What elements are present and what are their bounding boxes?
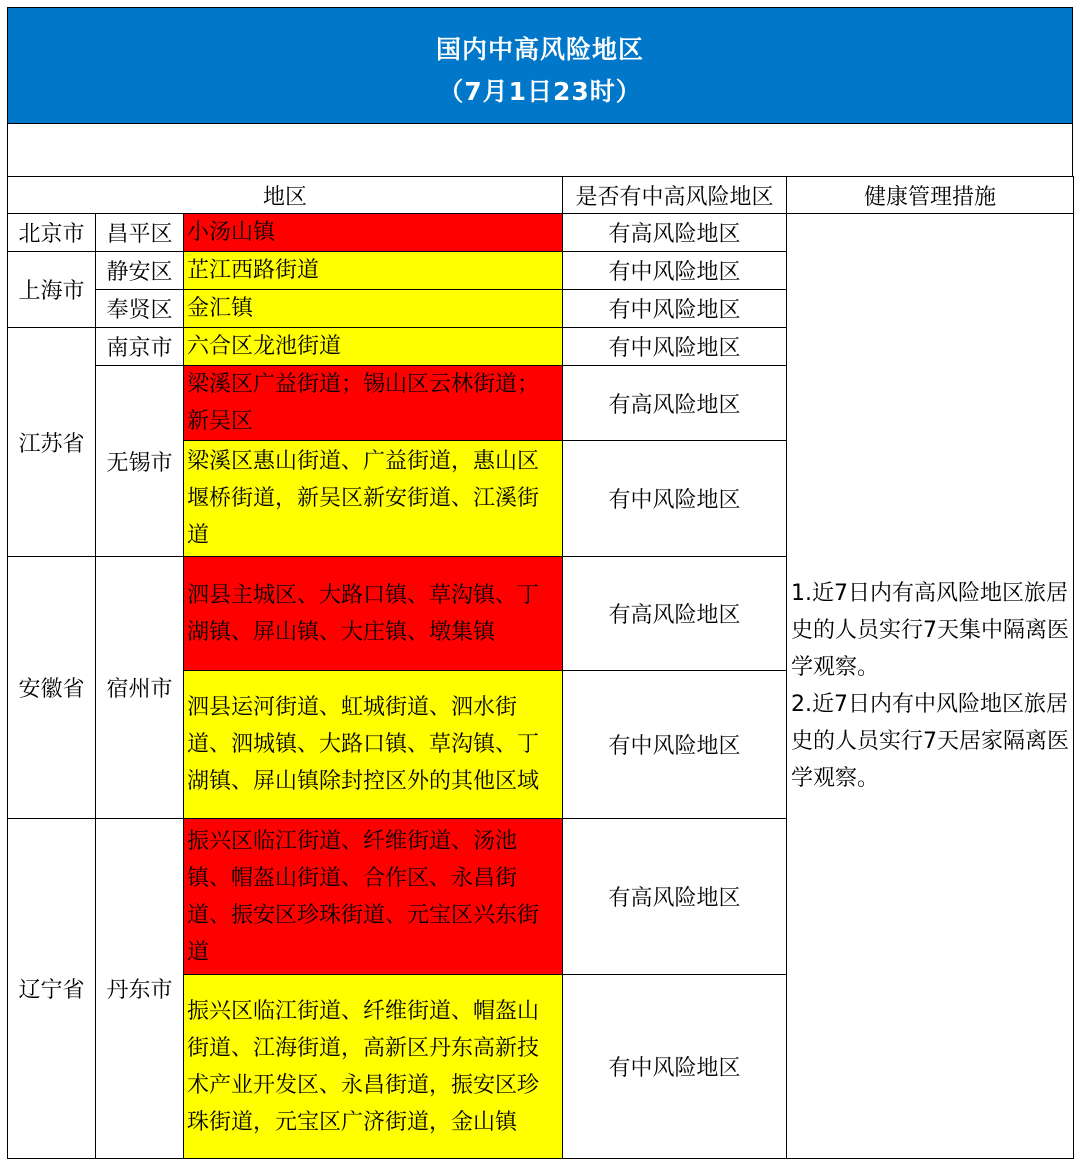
city-cell: 宿州市	[96, 557, 184, 819]
area-cell-medium: 振兴区临江街道、纤维街道、帽盔山街道、江海街道，高新区丹东高新技术产业开发区、永昌街道，振安区珍珠街道，元宝区广济街道，金山镇	[184, 975, 563, 1159]
area-cell-high: 泗县主城区、大路口镇、草沟镇、丁湖镇、屏山镇、大庄镇、墩集镇	[184, 557, 563, 671]
measure-item: 1.近7日内有高风险地区旅居史的人员实行7天集中隔离医学观察。	[791, 581, 1070, 680]
risk-cell: 有中风险地区	[563, 975, 787, 1159]
area-cell-high: 梁溪区广益街道；锡山区云林街道；新吴区	[184, 366, 563, 441]
city-cell: 无锡市	[96, 366, 184, 557]
header-risk: 是否有中高风险地区	[563, 177, 787, 214]
area-cell-high: 振兴区临江街道、纤维街道、汤池镇、帽盔山街道、合作区、永昌街道、振安区珍珠街道、元宝区兴东街道	[184, 819, 563, 975]
blank-row	[7, 123, 1073, 176]
city-cell: 丹东市	[96, 819, 184, 1159]
city-cell: 南京市	[96, 328, 184, 366]
risk-cell: 有高风险地区	[563, 819, 787, 975]
city-cell: 静安区	[96, 252, 184, 290]
province-cell: 辽宁省	[8, 819, 96, 1159]
risk-cell: 有中风险地区	[563, 328, 787, 366]
measure-item: 2.近7日内有中风险地区旅居史的人员实行7天居家隔离医学观察。	[791, 692, 1070, 791]
risk-cell: 有高风险地区	[563, 557, 787, 671]
area-cell-medium: 金汇镇	[184, 290, 563, 328]
risk-cell: 有高风险地区	[563, 214, 787, 252]
table-row	[8, 214, 1074, 252]
measures-cell	[787, 214, 1074, 1159]
table-header-row	[8, 177, 1074, 214]
header-area: 地区	[8, 177, 563, 214]
title-banner	[7, 7, 1073, 124]
province-cell: 安徽省	[8, 557, 96, 819]
city-cell: 奉贤区	[96, 290, 184, 328]
risk-cell: 有中风险地区	[563, 671, 787, 819]
risk-cell: 有中风险地区	[563, 441, 787, 557]
risk-cell: 有中风险地区	[563, 290, 787, 328]
header-measures: 健康管理措施	[787, 177, 1074, 214]
risk-cell: 有中风险地区	[563, 252, 787, 290]
area-cell-medium: 六合区龙池街道	[184, 328, 563, 366]
area-cell-medium: 芷江西路街道	[184, 252, 563, 290]
page-title: 国内中高风险地区	[435, 35, 644, 64]
page-subtitle: （7月1日23时）	[438, 77, 642, 106]
area-cell-medium: 梁溪区惠山街道、广益街道，惠山区堰桥街道，新吴区新安街道、江溪街道	[184, 441, 563, 557]
area-cell-high: 小汤山镇	[184, 214, 563, 252]
province-cell: 江苏省	[8, 328, 96, 557]
city-cell: 昌平区	[96, 214, 184, 252]
area-cell-medium: 泗县运河街道、虹城街道、泗水街道、泗城镇、大路口镇、草沟镇、丁湖镇、屏山镇除封控区外的其他区域	[184, 671, 563, 819]
risk-cell: 有高风险地区	[563, 366, 787, 441]
province-cell: 上海市	[8, 252, 96, 328]
risk-area-document	[7, 7, 1073, 1153]
province-cell: 北京市	[8, 214, 96, 252]
risk-area-table	[7, 176, 1074, 1159]
